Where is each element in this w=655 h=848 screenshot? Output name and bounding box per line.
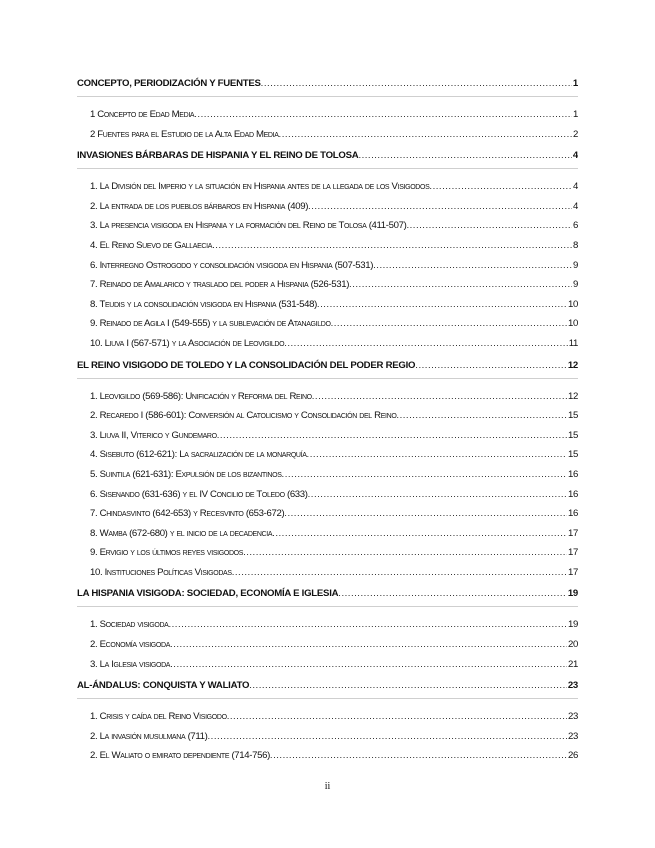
toc-entry[interactable]: [77, 707, 578, 727]
entry-title: 3. La presencia visigoda en Hispania y la formación del Reino de Tolosa (411-507): [90, 220, 407, 232]
entry-page-number: 15: [568, 449, 578, 461]
footer-page-number: ii: [324, 781, 331, 792]
table-of-contents: [77, 72, 578, 766]
entry-page-number: 9: [573, 259, 578, 271]
toc-section-heading[interactable]: [77, 582, 578, 607]
leader-dots: [406, 216, 572, 236]
toc-entry[interactable]: [77, 387, 578, 407]
toc-entry[interactable]: [77, 275, 578, 295]
entry-page-number: 20: [568, 639, 578, 651]
toc-entry[interactable]: [77, 256, 578, 276]
toc-entry[interactable]: [77, 406, 578, 426]
leader-dots: [373, 256, 572, 276]
section-page-number: 1: [572, 78, 578, 89]
entry-page-number: 12: [568, 390, 578, 402]
entry-page-number: 11: [568, 337, 578, 349]
section-page-number: 19: [567, 588, 578, 600]
entry-page-number: 16: [568, 508, 578, 520]
toc-entry[interactable]: [77, 177, 578, 197]
toc-entry[interactable]: [77, 727, 578, 747]
leader-dots: [212, 236, 572, 256]
leader-dots: [284, 334, 568, 354]
entry-page-number: 23: [568, 730, 578, 742]
toc-entry[interactable]: [77, 635, 578, 655]
entry-title: 3. Liuva II, Viterico y Gundemaro: [90, 429, 217, 441]
entry-title: 10. Instituciones Políticas Visigodas: [90, 566, 232, 578]
leader-dots: [349, 275, 572, 295]
entry-title: 1. Leovigildo (569-586): Unificación y Reforma del Reino: [90, 390, 312, 402]
toc-section-heading[interactable]: [77, 72, 578, 97]
entry-title: 2. La invasión musulmana (711): [90, 730, 208, 742]
entry-page-number: 4: [573, 200, 578, 212]
leader-dots: [331, 314, 567, 334]
leader-dots: [170, 655, 567, 675]
toc-section-heading[interactable]: [77, 674, 578, 699]
entry-title: 8. Wamba (672-680) y el inicio de la decadencia: [90, 527, 273, 539]
entry-page-number: 2: [573, 128, 578, 140]
entry-title: 1 Concepto de Edad Media: [90, 109, 195, 120]
toc-entry[interactable]: [77, 216, 578, 236]
toc-entry[interactable]: [77, 543, 578, 563]
toc-section-heading[interactable]: [77, 144, 578, 169]
entry-title: 7. Reinado de Amalarico y traslado del poder a Hispania (526-531): [90, 279, 350, 291]
leader-dots: [217, 426, 567, 446]
entry-title: 4. El Reino Suevo de Gallaecia: [90, 239, 213, 251]
leader-dots: [194, 105, 572, 125]
entry-title: 8. Teudis y la consolidación visigoda en Hispania (531-548): [90, 298, 317, 310]
toc-entry[interactable]: [77, 197, 578, 217]
entry-title: 7. Chindasvinto (642-653) y Recesvinto (653-672): [90, 508, 285, 520]
leader-dots: [272, 524, 567, 544]
entry-page-number: 6: [573, 220, 578, 232]
toc-entry[interactable]: [77, 125, 578, 145]
section-page-number: 4: [572, 150, 578, 162]
toc-entry[interactable]: [77, 236, 578, 256]
section-title: EL REINO VISIGODO DE TOLEDO Y LA CONSOLIDACIÓN DEL PODER REGIO: [77, 359, 416, 371]
toc-entry[interactable]: [77, 615, 578, 635]
toc-entry[interactable]: [77, 426, 578, 446]
entry-title: 2 Fuentes para el Estudio de la Alta Edad Media: [90, 128, 279, 140]
leader-dots: [282, 465, 567, 485]
leader-dots: [358, 150, 571, 161]
entry-title: 9. Reinado de Agila I (549-555) y la sublevación de Atanagildo: [90, 318, 331, 330]
section-page-number: 23: [567, 680, 578, 692]
leader-dots: [261, 78, 572, 89]
leader-dots: [270, 746, 567, 766]
entry-page-number: 15: [568, 410, 578, 422]
toc-entry[interactable]: [77, 334, 578, 354]
toc-entry[interactable]: [77, 485, 578, 505]
entry-page-number: 4: [573, 181, 578, 193]
entry-page-number: 17: [568, 566, 578, 578]
toc-entry[interactable]: [77, 655, 578, 675]
leader-dots: [308, 485, 567, 505]
entry-title: 2. Economía visigoda: [90, 639, 171, 651]
entry-page-number: 8: [573, 239, 578, 251]
entry-title: 9. Ervigio y los últimos reyes visigodos: [90, 547, 244, 559]
leader-dots: [307, 445, 567, 465]
entry-page-number: 15: [568, 429, 578, 441]
leader-dots: [232, 563, 567, 583]
leader-dots: [168, 615, 567, 635]
entry-page-number: 1: [573, 109, 578, 120]
toc-section-heading[interactable]: [77, 354, 578, 379]
leader-dots: [429, 177, 572, 197]
entry-title: 1. Crisis y caída del Reino Visigodo: [90, 711, 227, 723]
entry-title: 4. Sisebuto (612-621): La sacralización de la monarquía: [90, 449, 307, 461]
leader-dots: [415, 360, 567, 371]
leader-dots: [284, 504, 567, 524]
leader-dots: [317, 295, 567, 315]
section-page-number: 12: [567, 359, 578, 371]
leader-dots: [308, 197, 572, 217]
entry-page-number: 16: [568, 488, 578, 500]
leader-dots: [312, 387, 567, 407]
entry-page-number: 10: [568, 318, 578, 330]
entry-title: 1. La División del Imperio y la situación en Hispania antes de la llegada de los Visigodos: [90, 181, 430, 193]
entry-title: 1. Sociedad visigoda: [90, 619, 169, 631]
entry-title: 3. La Iglesia visigoda: [90, 658, 171, 670]
entry-title: 10. Liuva I (567-571) y la Asociación de Leovigildo: [90, 337, 285, 349]
entry-title: 2. La entrada de los pueblos bárbaros en Hispania (409): [90, 200, 309, 212]
entry-title: 2. Recaredo I (586-601): Conversión al Catolicismo y Consolidación del Reino: [90, 410, 397, 422]
toc-entry[interactable]: [77, 465, 578, 485]
section-title: AL-ÁNDALUS: CONQUISTA Y WALIATO: [77, 680, 250, 692]
leader-dots: [249, 680, 567, 691]
toc-entry[interactable]: [77, 563, 578, 583]
toc-entry[interactable]: [77, 504, 578, 524]
leader-dots: [396, 406, 567, 426]
entry-page-number: 19: [568, 619, 578, 631]
entry-page-number: 17: [568, 527, 578, 539]
entry-title: 6. Interregno Ostrogodo y consolidación visigoda en Hispania (507-531): [90, 259, 374, 271]
entry-page-number: 10: [568, 298, 578, 310]
section-title: CONCEPTO, PERIODIZACIÓN Y FUENTES: [77, 78, 261, 89]
toc-entry[interactable]: [77, 105, 578, 125]
entry-title: 6. Sisenando (631-636) y el IV Concilio de Toledo (633): [90, 488, 308, 500]
toc-entry[interactable]: [77, 314, 578, 334]
entry-page-number: 17: [568, 547, 578, 559]
entry-title: 2. El Waliato o emirato dependiente (714-756): [90, 750, 270, 762]
leader-dots: [338, 588, 567, 599]
section-title: LA HISPANIA VISIGODA: SOCIEDAD, ECONOMÍA E IGLESIA: [77, 588, 339, 600]
entry-page-number: 16: [568, 468, 578, 480]
leader-dots: [243, 543, 567, 563]
leader-dots: [170, 635, 567, 655]
entry-page-number: 9: [573, 279, 578, 291]
leader-dots: [208, 727, 568, 747]
toc-entry[interactable]: [77, 746, 578, 766]
toc-entry[interactable]: [77, 445, 578, 465]
entry-page-number: 21: [568, 658, 578, 670]
toc-entry[interactable]: [77, 295, 578, 315]
leader-dots: [227, 707, 567, 727]
section-title: INVASIONES BÁRBARAS DE HISPANIA Y EL REINO DE TOLOSA: [77, 150, 359, 162]
entry-title: 5. Suintila (621-631): Expulsión de los bizantinos: [90, 468, 282, 480]
entry-page-number: 23: [568, 711, 578, 723]
toc-entry[interactable]: [77, 524, 578, 544]
entry-page-number: 26: [568, 750, 578, 762]
leader-dots: [279, 125, 572, 145]
